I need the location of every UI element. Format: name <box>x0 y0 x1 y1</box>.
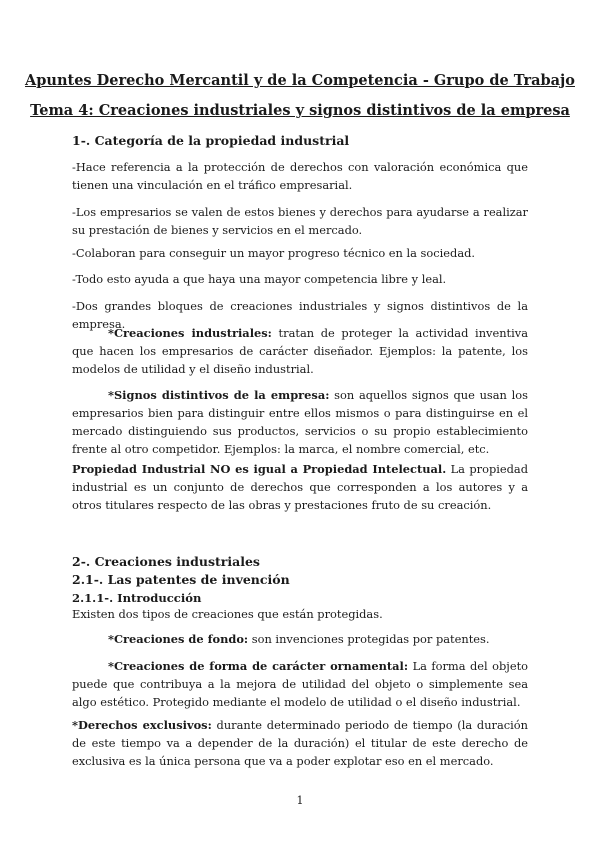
derechos-exclusivos-text: durante determinado periodo de tiempo (la duración de este tiempo va a depender de la duración) el titular de este derecho de exclusiva es la única persona que va a poder explotar eso en el mercado. <box>72 718 528 768</box>
page-number: 1 <box>296 794 304 807</box>
creaciones-industriales-label: *Creaciones industriales: <box>108 326 272 340</box>
propiedad-industrial-text: La propiedad industrial es un conjunto de derechos que corresponden a los autores y a otros titulares respecto de las obras y prestaciones fruto de su creación. <box>72 462 528 512</box>
propiedad-industrial-paragraph <box>72 460 528 514</box>
derechos-exclusivos-paragraph <box>72 716 528 770</box>
section-2-1-1-heading: 2.1.1-. Introducción <box>72 591 202 605</box>
section-2-heading: 2-. Creaciones industriales <box>72 554 260 569</box>
paragraph-4: -Todo esto ayuda a que haya una mayor competencia libre y leal. <box>72 272 447 286</box>
section-1-heading: 1-. Categoría de la propiedad industrial <box>72 133 350 148</box>
propiedad-industrial-label: Propiedad Industrial NO es igual a Propiedad Intelectual. <box>72 462 447 476</box>
creaciones-industriales-text: tratan de proteger la actividad inventiva que hacen los empresarios de carácter diseñador. Ejemplos: la patente, los modelos de utilidad y el diseño industrial. <box>72 326 528 376</box>
signos-distintivos-paragraph <box>72 386 528 458</box>
document-subtitle: Tema 4: Creaciones industriales y signos distintivos de la empresa <box>30 102 570 119</box>
paragraph-3: -Colaboran para conseguir un mayor progreso técnico en la sociedad. <box>72 246 476 260</box>
creaciones-forma-label: *Creaciones de forma de carácter ornamental: <box>108 659 409 673</box>
creaciones-forma-paragraph <box>72 657 528 711</box>
creaciones-fondo-paragraph <box>72 630 528 648</box>
signos-distintivos-label: *Signos distintivos de la empresa: <box>108 388 330 402</box>
document-title: Apuntes Derecho Mercantil y de la Competencia - Grupo de Trabajo <box>25 72 575 89</box>
paragraph-2: -Los empresarios se valen de estos bienes y derechos para ayudarse a realizar su prestación de bienes y servicios en el mercado. <box>72 205 528 237</box>
creaciones-forma-text: La forma del objeto puede que contribuya a la mejora de utilidad del objeto o simplemente sea algo estético. Protegido mediante el modelo de utilidad o el diseño industrial. <box>72 659 529 709</box>
creaciones-industriales-paragraph <box>72 324 528 378</box>
creaciones-fondo-label: *Creaciones de fondo: <box>108 632 249 646</box>
paragraph-5: -Dos grandes bloques de creaciones industriales y signos distintivos de la empresa. <box>72 299 528 331</box>
paragraph-1: -Hace referencia a la protección de derechos con valoración económica que tienen una vinculación en el tráfico empresarial. <box>72 160 528 192</box>
section-2-1-heading: 2.1-. Las patentes de invención <box>72 572 290 587</box>
signos-distintivos-text: son aquellos signos que usan los empresarios bien para distinguir entre ellos mismos o para distinguirse en el mercado distinguiendo sus productos, servicios o su propio establecimiento frente al otro competidor. Ejemplos: la marca, el nombre comercial, etc. <box>72 388 528 456</box>
creaciones-fondo-text: son invenciones protegidas por patentes. <box>248 632 490 646</box>
intro-paragraph: Existen dos tipos de creaciones que están protegidas. <box>72 607 383 621</box>
derechos-exclusivos-label: *Derechos exclusivos: <box>72 718 212 732</box>
